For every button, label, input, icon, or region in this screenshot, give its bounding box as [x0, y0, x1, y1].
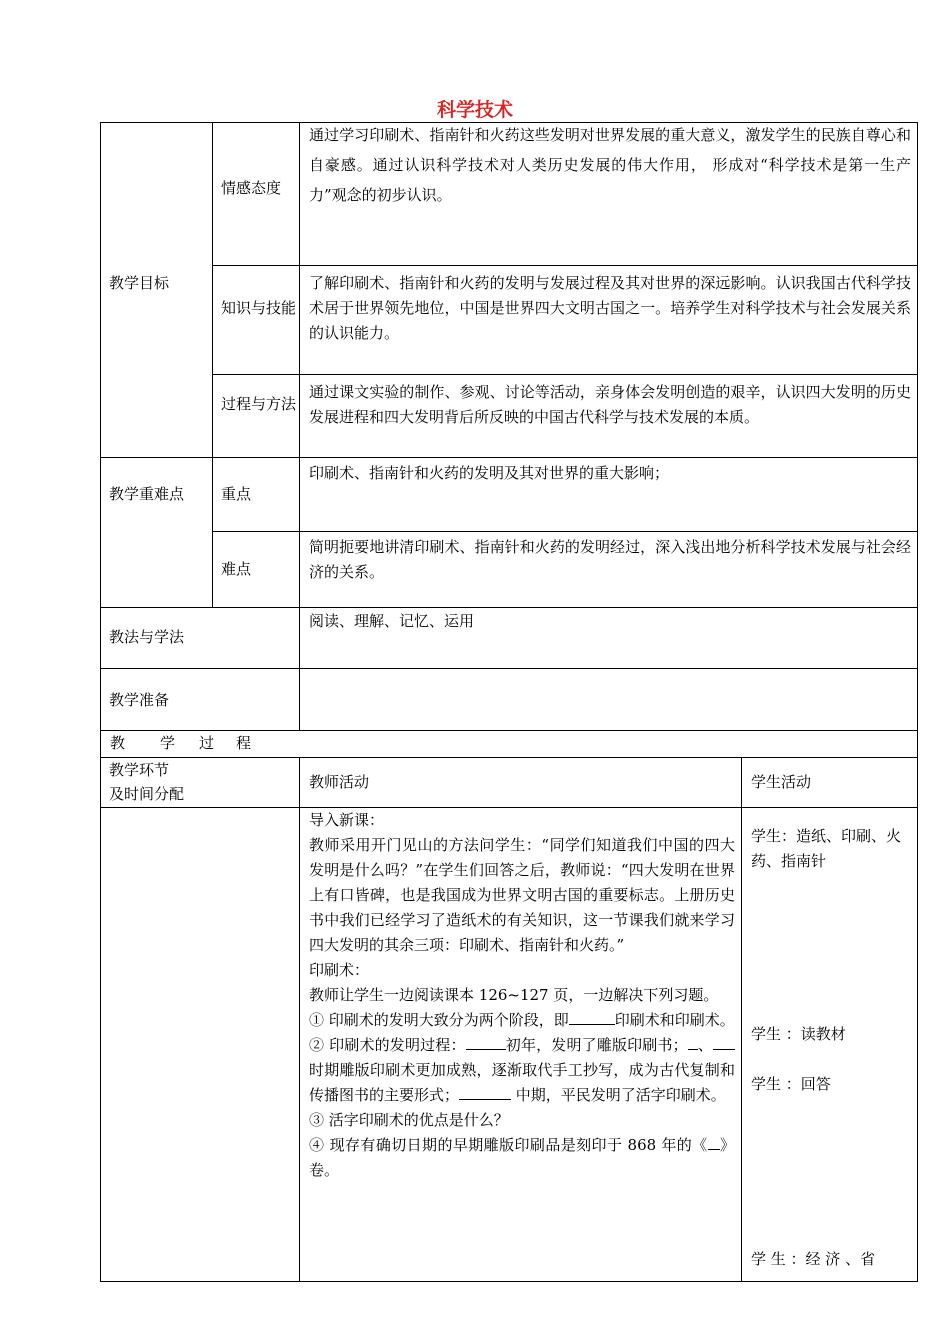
answer-blank	[688, 1035, 698, 1050]
process-label: 过程与方法	[221, 395, 297, 413]
hard-point-text: 简明扼要地讲清印刷术、指南针和火药的发明经过，深入浅出地分析科学技术发展与社会经济的关系。	[309, 538, 911, 581]
process-text: 通过课文实验的制作、参观、讨论等活动，亲身体会发明创造的艰辛，认识四大发明的历史发展进程和四大发明背后所反映的中国古代科学与技术发展的本质。	[309, 383, 911, 426]
question-3: ③ 活字印刷术的优点是什么？	[309, 1111, 509, 1129]
process-header-char-4: 程	[236, 734, 252, 752]
question-4: ④ 现存有确切日期的早期雕版印刷品是刻印于 868 年的《 》卷。	[309, 1136, 735, 1179]
stage-column-header-line2: 及时间分配	[109, 785, 185, 803]
methods-label: 教法与学法	[109, 628, 185, 646]
question-2: ② 印刷术的发明过程： 初年，发明了雕版印刷书； 、时期雕版印刷术更加成熟，逐渐取代手工抄写，成为古代复制和传播图书的主要形式； 中期，平民发明了活字印刷术。	[309, 1036, 735, 1104]
answer-blank	[569, 1010, 615, 1025]
knowledge-label: 知识与技能	[221, 299, 297, 317]
hard-point-label: 难点	[221, 560, 252, 578]
emotion-label: 情感态度	[221, 179, 282, 197]
teacher-activity	[309, 808, 735, 1183]
reading-instruction: 教师让学生一边阅读课本 126~127 页，一边解决下列习题。	[309, 986, 719, 1004]
methods-text: 阅读、理解、记忆、运用	[309, 612, 475, 630]
objectives-label: 教学目标	[109, 274, 170, 292]
student-answer-inventions: 学生：造纸、印刷、火药、指南针	[751, 827, 902, 870]
process-header-char-3: 过	[199, 734, 215, 752]
intro-heading: 导入新课：	[309, 811, 385, 829]
key-point-label: 重点	[221, 485, 252, 503]
stage-column-header-line1: 教学环节	[109, 761, 170, 779]
process-header-char-2: 学	[160, 734, 176, 752]
answer-blank	[713, 1035, 735, 1050]
student-economy: 学 生 ：经 济 、省	[751, 1250, 876, 1268]
page-title: 科学技术	[436, 99, 513, 121]
student-answer: 学生 ：回答	[751, 1075, 831, 1093]
answer-blank	[708, 1135, 720, 1150]
emotion-text: 通过学习印刷术、指南针和火药这些发明对世界发展的重大意义，激发学生的民族自尊心和自豪感。通过认识科学技术对人类历史发展的伟大作用， 形成对“科学技术是第一生产力”观念的初步认识。	[309, 126, 911, 204]
student-column-header: 学生活动	[751, 773, 812, 791]
teacher-column-header: 教师活动	[309, 773, 370, 791]
question-1: ① 印刷术的发明大致分为两个阶段，即 印刷术和印刷术。	[309, 1011, 735, 1029]
difficulty-label: 教学重难点	[109, 485, 185, 503]
answer-blank	[459, 1085, 511, 1100]
key-point-text: 印刷术、指南针和火药的发明及其对世界的重大影响；	[309, 464, 670, 482]
process-header-char-1: 教	[110, 734, 126, 752]
intro-paragraph: 教师采用开门见山的方法问学生：“同学们知道我们中国的四大发明是什么吗？”在学生们回答之后，教师说：“四大发明在世界上有口皆碑，也是我国成为世界文明古国的重要标志。上册历史书中我们已经学习了造纸术的有关知识，这一节课我们就来学习四大发明的其余三项：印刷术、指南针和火药。”	[309, 836, 735, 954]
prep-label: 教学准备	[109, 691, 170, 709]
knowledge-text: 了解印刷术、指南针和火药的发明与发展过程及其对世界的深远影响。认识我国古代科学技术居于世界领先地位，中国是世界四大文明古国之一。培养学生对科学技术与社会发展关系的认识能力。	[309, 274, 911, 342]
student-read-textbook: 学生 ：读教材	[751, 1025, 846, 1043]
printing-heading: 印刷术：	[309, 961, 370, 979]
answer-blank	[466, 1035, 506, 1050]
